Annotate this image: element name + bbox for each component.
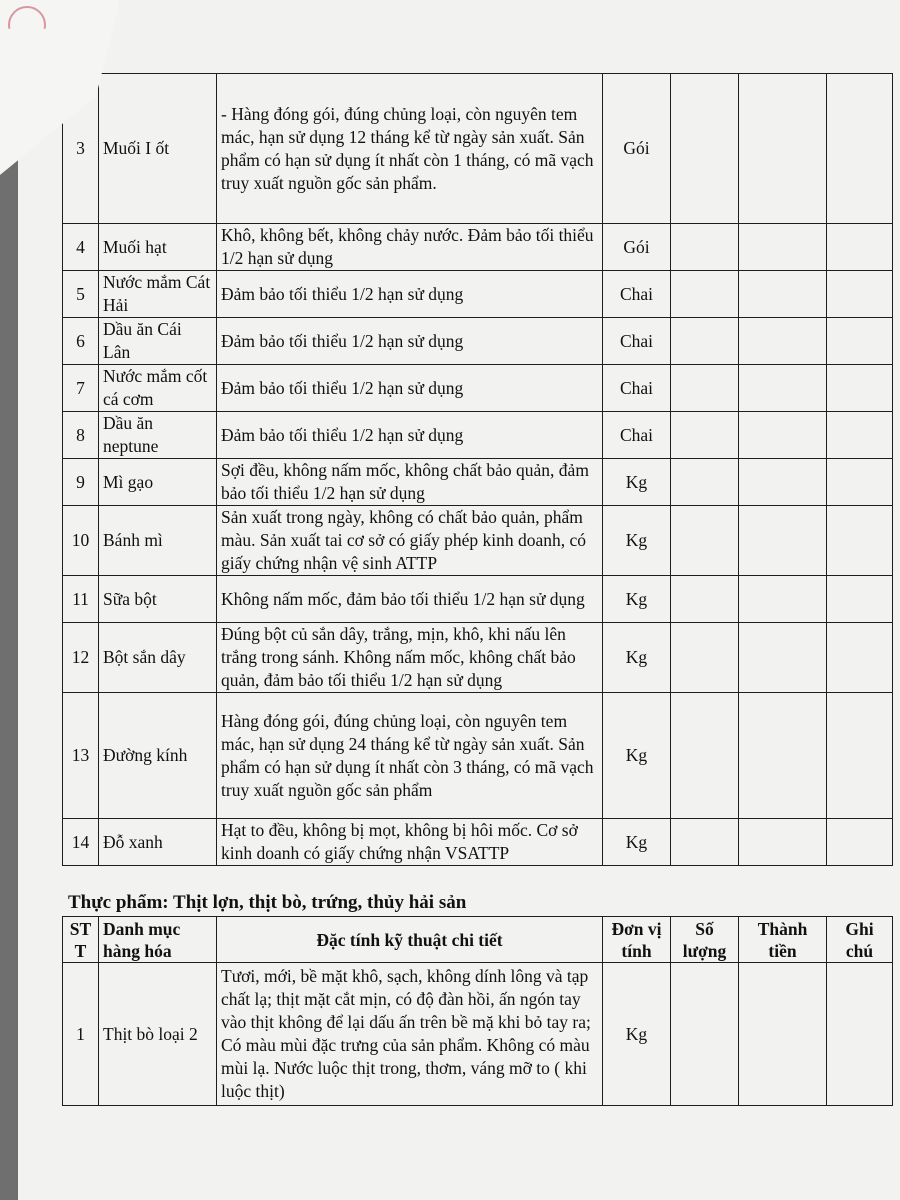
table-row [63, 623, 893, 693]
row-total [739, 74, 827, 224]
red-stamp-fragment [8, 6, 46, 44]
row-note [827, 318, 893, 365]
row-unit: Gói [603, 224, 671, 271]
row-item-name: Đường kính [99, 693, 217, 819]
table-row [63, 224, 893, 271]
header-unit: Đơn vị tính [603, 917, 671, 963]
row-qty [671, 693, 739, 819]
row-stt: 11 [63, 576, 99, 623]
row-spec: Hàng đóng gói, đúng chủng loại, còn nguyên tem mác, hạn sử dụng 24 tháng kể từ ngày sản xuất. Sản phẩm có hạn sử dụng ít nhất còn 3 tháng, có mã vạch truy xuất nguồn gốc sản phẩm [217, 693, 603, 819]
row-item-name: Muối I ốt [99, 74, 217, 224]
meat-goods-table [62, 916, 893, 1106]
row-total [739, 623, 827, 693]
row-qty [671, 819, 739, 866]
row-spec: Đảm bảo tối thiểu 1/2 hạn sử dụng [217, 271, 603, 318]
table-row [63, 74, 893, 224]
row-stt: 12 [63, 623, 99, 693]
row-note [827, 623, 893, 693]
row-spec: Đúng bột củ sắn dây, trắng, mịn, khô, khi nấu lên trắng trong sánh. Không nấm mốc, không chất bảo quản, đảm bảo tối thiểu 1/2 hạn sử dụng [217, 623, 603, 693]
row-qty [671, 74, 739, 224]
row-spec: Không nấm mốc, đảm bảo tối thiểu 1/2 hạn sử dụng [217, 576, 603, 623]
row-note [827, 693, 893, 819]
row-qty [671, 318, 739, 365]
row-stt: 8 [63, 412, 99, 459]
table-row [63, 459, 893, 506]
row-total [739, 224, 827, 271]
table-row [63, 576, 893, 623]
row-unit: Kg [603, 819, 671, 866]
row-item-name: Bánh mì [99, 506, 217, 576]
row-item-name: Đỗ xanh [99, 819, 217, 866]
row-qty [671, 963, 739, 1106]
row-unit: Kg [603, 576, 671, 623]
row-note [827, 819, 893, 866]
table-row [63, 693, 893, 819]
row-item-name: Nước mắm cốt cá cơm [99, 365, 217, 412]
table-header-row [63, 917, 893, 963]
row-qty [671, 459, 739, 506]
row-qty [671, 623, 739, 693]
row-total [739, 412, 827, 459]
row-note [827, 963, 893, 1106]
row-total [739, 819, 827, 866]
row-stt: 6 [63, 318, 99, 365]
row-item-name: Dầu ăn Cái Lân [99, 318, 217, 365]
row-qty [671, 271, 739, 318]
row-item-name: Muối hạt [99, 224, 217, 271]
table-row [63, 271, 893, 318]
row-unit: Chai [603, 271, 671, 318]
row-spec: Tươi, mới, bề mặt khô, sạch, không dính lông và tạp chất lạ; thịt mặt cắt mịn, có độ đàn hồi, ấn ngón tay vào thịt không để lại dấu ấn trên bề mặ khi bỏ tay ra; Có màu mùi đặc trưng của sản phẩm. Không có màu mùi lạ. Nước luộc thịt trong, thơm, váng mỡ to ( khi luộc thịt) [217, 963, 603, 1106]
header-stt: ST T [63, 917, 99, 963]
row-note [827, 224, 893, 271]
row-stt: 4 [63, 224, 99, 271]
header-note: Ghi chú [827, 917, 893, 963]
row-stt: 5 [63, 271, 99, 318]
row-total [739, 693, 827, 819]
table-row [63, 412, 893, 459]
row-spec: Sản xuất trong ngày, không có chất bảo quản, phẩm màu. Sản xuất tai cơ sở có giấy phép kinh doanh, có giấy chứng nhận vệ sinh ATTP [217, 506, 603, 576]
row-unit: Kg [603, 693, 671, 819]
row-stt: 1 [63, 963, 99, 1106]
row-total [739, 506, 827, 576]
row-note [827, 271, 893, 318]
row-item-name: Nước mắm Cát Hải [99, 271, 217, 318]
row-item-name: Bột sắn dây [99, 623, 217, 693]
row-note [827, 365, 893, 412]
row-total [739, 365, 827, 412]
row-qty [671, 506, 739, 576]
row-spec: Hạt to đều, không bị mọt, không bị hôi mốc. Cơ sở kinh doanh có giấy chứng nhận VSATTP [217, 819, 603, 866]
row-unit: Kg [603, 506, 671, 576]
row-spec: Đảm bảo tối thiểu 1/2 hạn sử dụng [217, 365, 603, 412]
row-note [827, 74, 893, 224]
row-item-name: Dầu ăn neptune [99, 412, 217, 459]
row-spec: Khô, không bết, không chảy nước. Đảm bảo tối thiểu 1/2 hạn sử dụng [217, 224, 603, 271]
table-row [63, 506, 893, 576]
header-spec: Đặc tính kỹ thuật chi tiết [217, 917, 603, 963]
row-stt: 9 [63, 459, 99, 506]
section-title: Thực phẩm: Thịt lợn, thịt bò, trứng, thủy hải sản [68, 892, 467, 913]
row-note [827, 459, 893, 506]
row-unit: Chai [603, 412, 671, 459]
row-total [739, 271, 827, 318]
row-stt: 14 [63, 819, 99, 866]
goods-table-continued [62, 73, 893, 866]
row-stt: 10 [63, 506, 99, 576]
row-total [739, 459, 827, 506]
row-unit: Kg [603, 963, 671, 1106]
row-stt: 13 [63, 693, 99, 819]
row-item-name: Mì gạo [99, 459, 217, 506]
row-spec: Đảm bảo tối thiểu 1/2 hạn sử dụng [217, 412, 603, 459]
row-stt: 7 [63, 365, 99, 412]
header-qty: Số lượng [671, 917, 739, 963]
row-spec: Sợi đều, không nấm mốc, không chất bảo quản, đảm bảo tối thiểu 1/2 hạn sử dụng [217, 459, 603, 506]
row-qty [671, 365, 739, 412]
row-unit: Chai [603, 318, 671, 365]
table-row [63, 963, 893, 1106]
row-stt: 3 [63, 74, 99, 224]
row-spec: - Hàng đóng gói, đúng chủng loại, còn nguyên tem mác, hạn sử dụng 12 tháng kể từ ngày sản xuất. Sản phẩm có hạn sử dụng ít nhất còn 1 tháng, có mã vạch truy xuất nguồn gốc sản phẩm. [217, 74, 603, 224]
row-qty [671, 412, 739, 459]
table-row [63, 819, 893, 866]
row-note [827, 412, 893, 459]
row-total [739, 576, 827, 623]
row-note [827, 576, 893, 623]
row-unit: Kg [603, 623, 671, 693]
row-unit: Chai [603, 365, 671, 412]
row-spec: Đảm bảo tối thiểu 1/2 hạn sử dụng [217, 318, 603, 365]
row-unit: Kg [603, 459, 671, 506]
row-item-name: Thịt bò loại 2 [99, 963, 217, 1106]
table-row [63, 365, 893, 412]
row-total [739, 963, 827, 1106]
row-qty [671, 576, 739, 623]
row-item-name: Sữa bột [99, 576, 217, 623]
table-row [63, 318, 893, 365]
row-qty [671, 224, 739, 271]
row-note [827, 506, 893, 576]
row-total [739, 318, 827, 365]
row-unit: Gói [603, 74, 671, 224]
header-total: Thành tiền [739, 917, 827, 963]
header-name: Danh mục hàng hóa [99, 917, 217, 963]
